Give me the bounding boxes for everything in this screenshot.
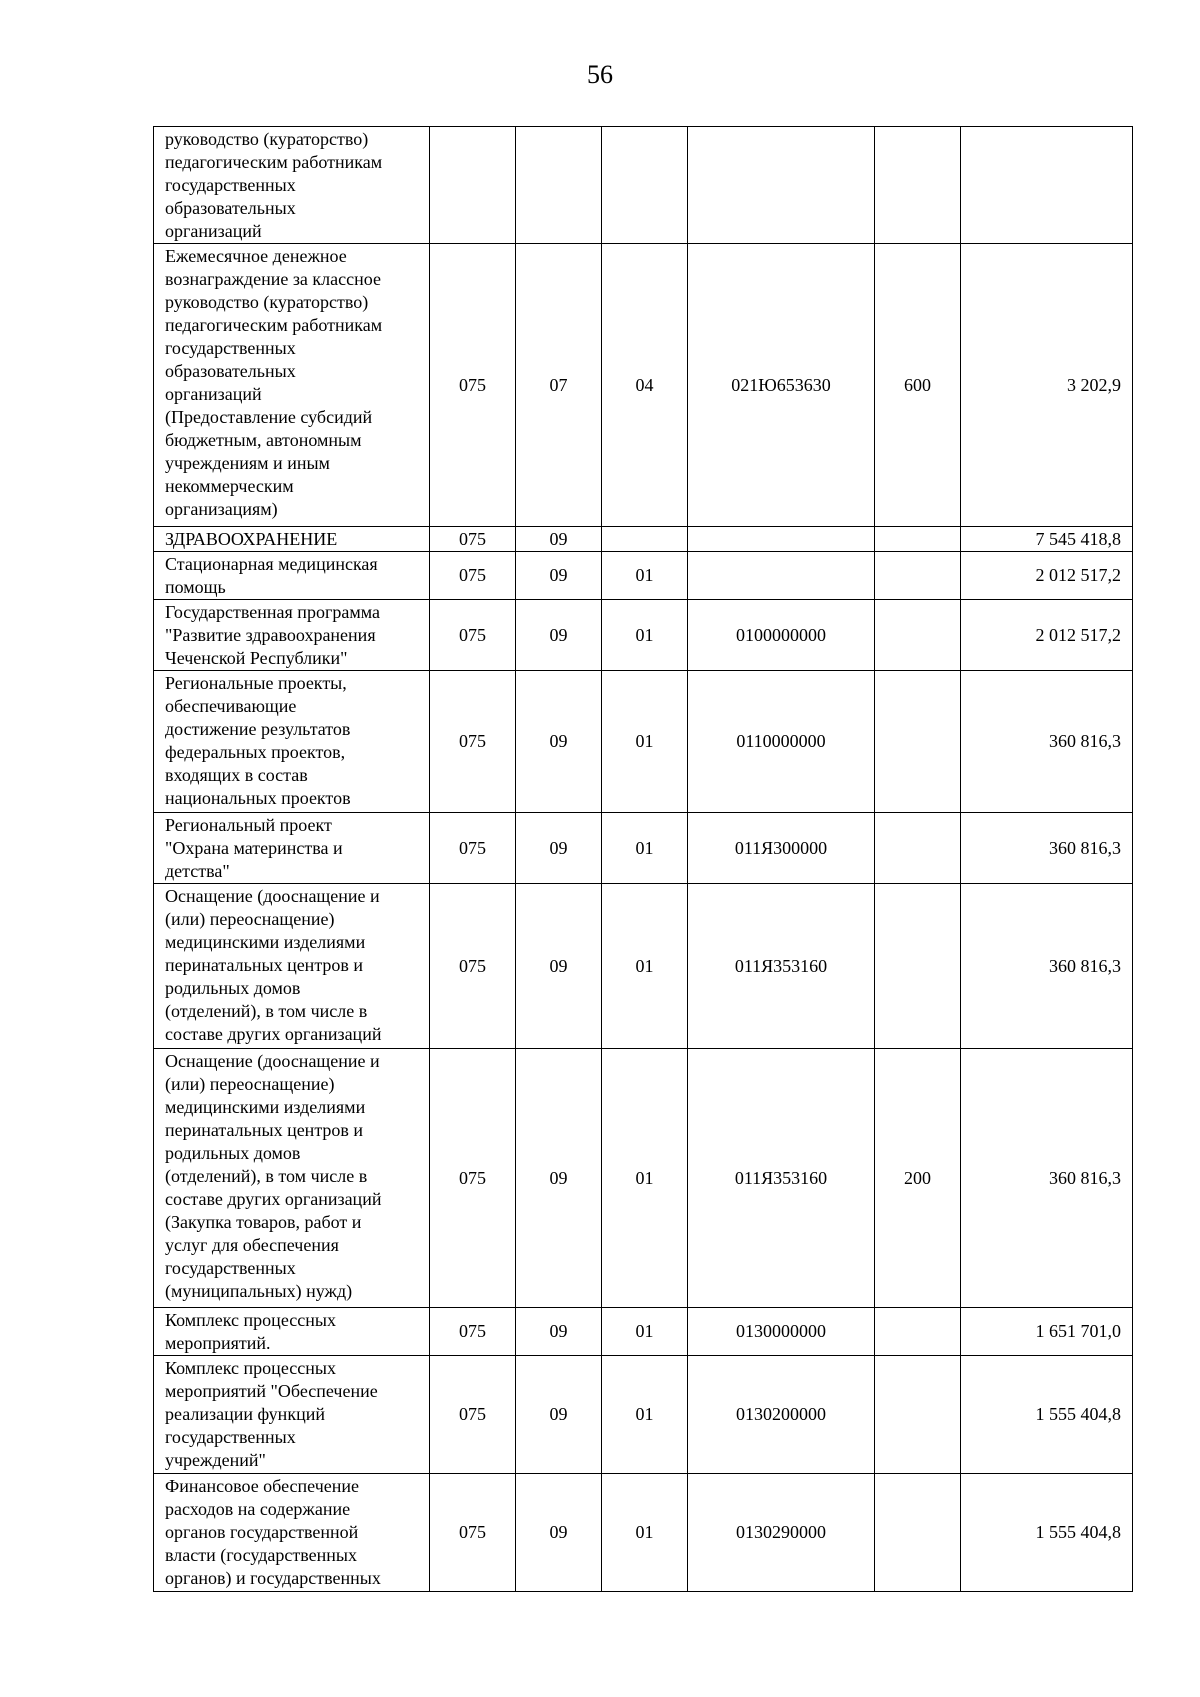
row-sum: 1 651 701,0 xyxy=(961,1308,1133,1356)
row-sum: 7 545 418,8 xyxy=(961,527,1133,552)
row-ved: 075 xyxy=(430,600,516,671)
row-rz: 09 xyxy=(516,1049,602,1308)
row-ved: 075 xyxy=(430,671,516,813)
row-pr: 01 xyxy=(602,1356,688,1474)
row-ved: 075 xyxy=(430,813,516,884)
row-csr: 011Я353160 xyxy=(688,1049,875,1308)
row-csr: 0100000000 xyxy=(688,600,875,671)
row-ved: 075 xyxy=(430,884,516,1049)
row-vr xyxy=(875,1356,961,1474)
row-name: Стационарная медицинская помощь xyxy=(154,552,430,600)
row-pr: 01 xyxy=(602,884,688,1049)
row-sum: 2 012 517,2 xyxy=(961,600,1133,671)
row-sum: 360 816,3 xyxy=(961,671,1133,813)
row-name: Ежемесячное денежное вознаграждение за классное руководство (кураторство) педагогическим работникам государственных образовательных организаций (Предоставление субсидий бюджетным, автономным учреждениям и иным некоммерческим организациям) xyxy=(154,244,430,527)
row-rz: 09 xyxy=(516,552,602,600)
row-pr xyxy=(602,527,688,552)
row-ved xyxy=(430,127,516,244)
row-ved: 075 xyxy=(430,1356,516,1474)
row-ved: 075 xyxy=(430,1308,516,1356)
row-rz: 09 xyxy=(516,1474,602,1592)
table-row xyxy=(154,527,1133,552)
budget-table xyxy=(153,126,1133,1592)
row-csr xyxy=(688,527,875,552)
row-vr: 600 xyxy=(875,244,961,527)
row-ved: 075 xyxy=(430,244,516,527)
row-sum: 1 555 404,8 xyxy=(961,1356,1133,1474)
row-pr xyxy=(602,127,688,244)
row-vr xyxy=(875,552,961,600)
table-row xyxy=(154,1049,1133,1308)
row-csr: 0110000000 xyxy=(688,671,875,813)
row-sum: 360 816,3 xyxy=(961,1049,1133,1308)
row-ved: 075 xyxy=(430,527,516,552)
row-name: Оснащение (дооснащение и (или) переоснащение) медицинскими изделиями перинатальных центров и родильных домов (отделений), в том числе в составе других организаций (Закупка товаров, работ и услуг для обеспечения государственных (муниципальных) нужд) xyxy=(154,1049,430,1308)
row-sum: 1 555 404,8 xyxy=(961,1474,1133,1592)
row-rz: 09 xyxy=(516,813,602,884)
row-rz: 09 xyxy=(516,600,602,671)
row-vr xyxy=(875,671,961,813)
row-name: Региональный проект "Охрана материнства и детства" xyxy=(154,813,430,884)
row-rz: 07 xyxy=(516,244,602,527)
row-rz: 09 xyxy=(516,884,602,1049)
row-ved: 075 xyxy=(430,1474,516,1592)
row-name: Комплекс процессных мероприятий. xyxy=(154,1308,430,1356)
row-name: Комплекс процессных мероприятий "Обеспечение реализации функций государственных учреждений" xyxy=(154,1356,430,1474)
row-rz: 09 xyxy=(516,1356,602,1474)
row-ved: 075 xyxy=(430,1049,516,1308)
row-csr: 0130000000 xyxy=(688,1308,875,1356)
row-sum xyxy=(961,127,1133,244)
table-row xyxy=(154,671,1133,813)
row-csr: 0130290000 xyxy=(688,1474,875,1592)
row-vr xyxy=(875,527,961,552)
row-pr: 01 xyxy=(602,600,688,671)
row-pr: 01 xyxy=(602,1308,688,1356)
row-name: руководство (кураторство) педагогическим работникам государственных образовательных организаций xyxy=(154,127,430,244)
row-name: ЗДРАВООХРАНЕНИЕ xyxy=(154,527,430,552)
row-csr: 0130200000 xyxy=(688,1356,875,1474)
row-pr: 01 xyxy=(602,1474,688,1592)
table-row xyxy=(154,244,1133,527)
row-sum: 3 202,9 xyxy=(961,244,1133,527)
table-row xyxy=(154,813,1133,884)
row-csr: 011Я353160 xyxy=(688,884,875,1049)
row-csr: 021Ю653630 xyxy=(688,244,875,527)
row-csr xyxy=(688,552,875,600)
row-ved: 075 xyxy=(430,552,516,600)
table-row xyxy=(154,600,1133,671)
table-row xyxy=(154,552,1133,600)
row-rz: 09 xyxy=(516,1308,602,1356)
row-sum: 2 012 517,2 xyxy=(961,552,1133,600)
table-row xyxy=(154,1474,1133,1592)
row-sum: 360 816,3 xyxy=(961,884,1133,1049)
row-pr: 01 xyxy=(602,671,688,813)
row-vr: 200 xyxy=(875,1049,961,1308)
row-csr: 011Я300000 xyxy=(688,813,875,884)
row-pr: 01 xyxy=(602,813,688,884)
row-vr xyxy=(875,1308,961,1356)
row-name: Финансовое обеспечение расходов на содержание органов государственной власти (государственных органов) и государственных xyxy=(154,1474,430,1592)
row-name: Оснащение (дооснащение и (или) переоснащение) медицинскими изделиями перинатальных центров и родильных домов (отделений), в том числе в составе других организаций xyxy=(154,884,430,1049)
page-number: 56 xyxy=(587,60,613,89)
row-name: Государственная программа "Развитие здравоохранения Чеченской Республики" xyxy=(154,600,430,671)
row-vr xyxy=(875,127,961,244)
row-vr xyxy=(875,884,961,1049)
table-row xyxy=(154,1308,1133,1356)
row-pr: 01 xyxy=(602,1049,688,1308)
row-name: Региональные проекты, обеспечивающие достижение результатов федеральных проектов, входящих в состав национальных проектов xyxy=(154,671,430,813)
row-sum: 360 816,3 xyxy=(961,813,1133,884)
row-rz: 09 xyxy=(516,671,602,813)
row-rz: 09 xyxy=(516,527,602,552)
table-row xyxy=(154,127,1133,244)
row-vr xyxy=(875,600,961,671)
table-row xyxy=(154,884,1133,1049)
row-rz xyxy=(516,127,602,244)
row-vr xyxy=(875,1474,961,1592)
row-vr xyxy=(875,813,961,884)
row-pr: 01 xyxy=(602,552,688,600)
table-row xyxy=(154,1356,1133,1474)
row-pr: 04 xyxy=(602,244,688,527)
row-csr xyxy=(688,127,875,244)
